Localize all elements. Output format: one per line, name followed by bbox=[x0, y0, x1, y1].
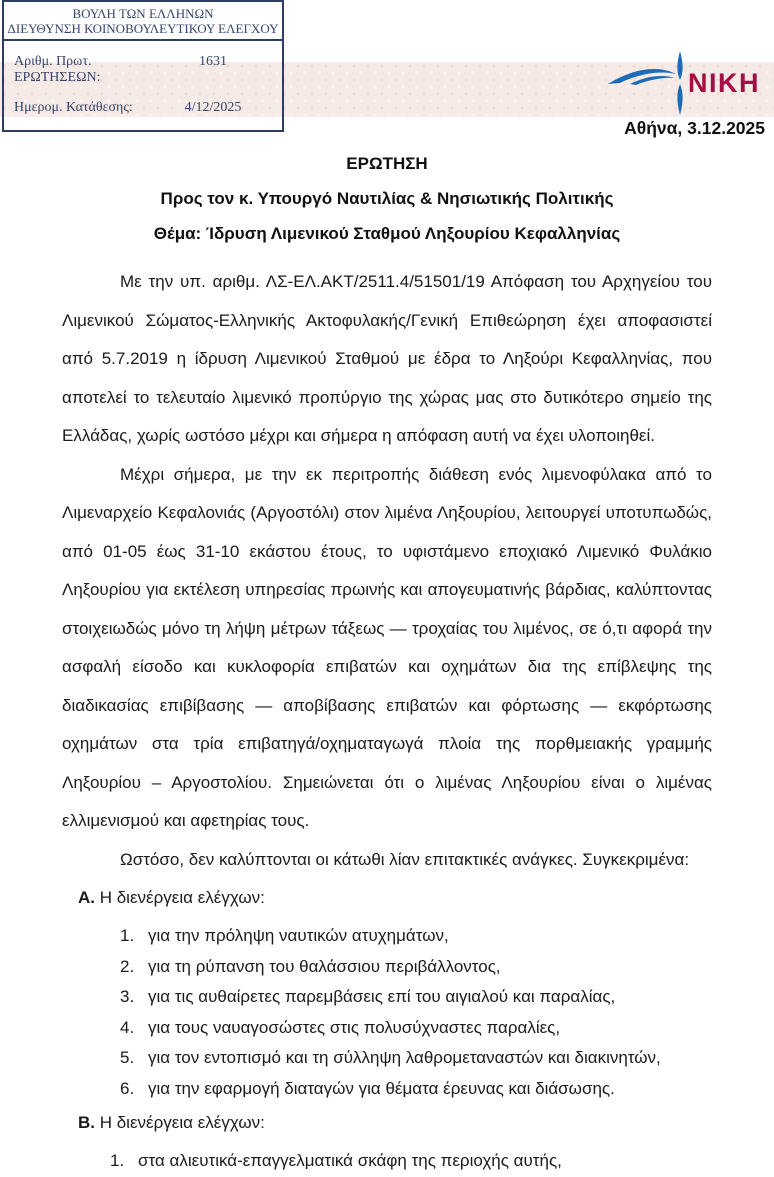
list-item bbox=[62, 982, 712, 1013]
section-b-text: Η διενέργεια ελέγχων: bbox=[95, 1113, 265, 1132]
list-item-number: 3. bbox=[120, 987, 135, 1006]
list-item bbox=[62, 1013, 712, 1044]
protocol-stamp bbox=[2, 0, 284, 132]
list-item-number: 6. bbox=[120, 1078, 135, 1098]
subject-line: Θέμα: Ίδρυση Λιμενικού Σταθμού Ληξουρίου Κεφαλληνίας bbox=[153, 224, 621, 243]
list-item-text: στα αλιευτικά-επαγγελματικά σκάφη της περιοχής αυτής, bbox=[138, 1151, 562, 1170]
list-item-number: 1. bbox=[120, 926, 135, 945]
list-item bbox=[62, 1146, 712, 1177]
list-item-number: 4. bbox=[120, 1017, 135, 1037]
filing-date-label: Ημερομ. Κατάθεσης: bbox=[14, 100, 133, 115]
section-b-heading bbox=[78, 1104, 712, 1142]
logo-wordmark: ΝΙΚΗ bbox=[688, 68, 760, 98]
list-item bbox=[62, 1074, 712, 1105]
paragraph-2: Μέχρι σήμερα, με την εκ περιτροπής διάθεση ενός λιμενοφύλακα από το Λιμεναρχείο Κεφαλονιάς (Αργοστόλι) στον λιμένα Ληξουρίου, λειτουργεί υποτυπωδώς, από 01-05 έως 31-10 εκάστου έτους, το υφιστάμενο εποχιακό Λιμενικό Φυλάκιο Ληξουρίου για εκτέλεση υπηρεσίας πρωινής και απογευματινής βάρδιας, καλύπτοντας στοιχειωδώς μόνο τη λήψη μέτρων τάξεως — τροχαίας του λιμένος, σε ό,τι αφορά την ασφαλή είσοδο και κυκλοφορία επιβατών και οχημάτων δια της επίβλεψης της διαδικασίας επιβίβασης — αποβίβασης επιβατών και φόρτωσης — εκφόρτωσης οχημάτων στα τρία επιβατηγά/οχηματαγωγά πλοία της πορθμειακής γραμμής Ληξουρίου – Αργοστολίου. Σημειώνεται ότι ο λιμένας Ληξουρίου είναι ο λιμένας ελλιμενισμού και αφετηρίας τους. bbox=[62, 464, 712, 830]
stamp-row-filing-date bbox=[14, 100, 272, 116]
logo-blade-icon bbox=[677, 51, 682, 115]
list-item-text: για τους ναυαγοσώστες στις πολυσύχναστες παραλίες, bbox=[148, 1017, 561, 1037]
doc-type-title: ΕΡΩΤΗΣΗ bbox=[346, 154, 428, 173]
list-item-number: 2. bbox=[120, 956, 135, 976]
section-b-prefix: Β. bbox=[78, 1113, 95, 1132]
dateline: Αθήνα, 3.12.2025 bbox=[624, 118, 765, 138]
stamp-row-protocol-number bbox=[14, 54, 272, 86]
stamp-org-line2: ΔΙΕΥΘΥΝΣΗ ΚΟΙΝΟΒΟΥΛΕΥΤΙΚΟΥ ΕΛΕΓΧΟΥ bbox=[7, 21, 279, 36]
list-item bbox=[62, 952, 712, 983]
document-body bbox=[62, 146, 712, 1177]
stamp-fields bbox=[4, 41, 282, 130]
list-item-text: για τον εντοπισμό και τη σύλληψη λαθρομεταναστών και διακινητών, bbox=[148, 1048, 661, 1067]
stamp-header bbox=[4, 2, 282, 41]
stamp-org-line1: ΒΟΥΛΗ ΤΩΝ ΕΛΛΗΝΩΝ bbox=[72, 6, 214, 21]
list-item-text: για τη ρύπανση του θαλάσσιου περιβάλλοντος, bbox=[148, 956, 501, 976]
niki-party-logo bbox=[604, 50, 766, 116]
list-item-text: για την εφαρμογή διαταγών για θέματα έρευνας και διάσωσης. bbox=[148, 1078, 615, 1098]
list-item-text: για τις αυθαίρετες παρεμβάσεις επί του αιγιαλού και παραλίας, bbox=[148, 987, 616, 1006]
list-item-text: για την πρόληψη ναυτικών ατυχημάτων, bbox=[148, 926, 449, 945]
section-a-prefix: Α. bbox=[78, 888, 95, 907]
list-item-number: 5. bbox=[120, 1048, 135, 1067]
section-a-heading bbox=[78, 879, 712, 917]
section-a-text: Η διενέργεια ελέγχων: bbox=[95, 888, 265, 907]
logo-swoosh-icon bbox=[608, 69, 676, 85]
list-a bbox=[62, 921, 712, 1104]
recipient-line: Προς τον κ. Υπουργό Ναυτιλίας & Νησιωτικής Πολιτικής bbox=[160, 189, 614, 208]
filing-date-value: 4/12/2025 bbox=[184, 100, 242, 115]
paragraph-3: Ωστόσο, δεν καλύπτονται οι κάτωθι λίαν επιτακτικές ανάγκες. Συγκεκριμένα: bbox=[120, 849, 690, 869]
protocol-number-value: 1631 bbox=[199, 54, 227, 69]
document-headings bbox=[62, 146, 712, 251]
list-b bbox=[62, 1146, 712, 1177]
list-item-number: 1. bbox=[110, 1151, 125, 1170]
protocol-number-label: Αριθμ. Πρωτ. ΕΡΩΤΗΣΕΩΝ: bbox=[14, 54, 101, 85]
list-item bbox=[62, 921, 712, 952]
list-item bbox=[62, 1043, 712, 1074]
paragraph-1: Με την υπ. αριθμ. ΛΣ-ΕΛ.ΑΚΤ/2511.4/51501/19 Απόφαση του Αρχηγείου του Λιμενικού Σώματος-Ελληνικής Ακτοφυλακής/Γενική Επιθεώρηση έχει αποφασιστεί από 5.7.2019 η ίδρυση Λιμενικού Σταθμού με έδρα το Ληξούρι Κεφαλληνίας, που αποτελεί το τελευταίο λιμενικό προπύργιο της χώρας μας στο δυτικότερο σημείο της Ελλάδας, χωρίς ωστόσο μέχρι και σήμερα η απόφαση αυτή να έχει υλοποιηθεί. bbox=[62, 272, 712, 445]
